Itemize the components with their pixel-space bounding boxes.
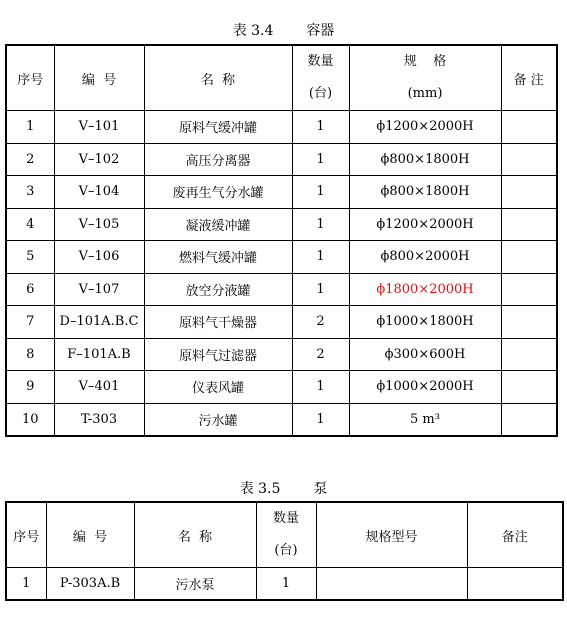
cell-seq: 3 — [6, 176, 54, 209]
table-row — [6, 241, 557, 274]
table-3-4-caption — [0, 20, 567, 40]
cell-seq: 7 — [6, 306, 54, 339]
table-3-5-number: 表 3.5 — [239, 481, 281, 497]
cell-name: 原料气过滤器 — [144, 338, 292, 371]
cell-seq: 1 — [6, 568, 46, 601]
header-name: 名 称 — [134, 502, 256, 568]
cell-note — [501, 306, 557, 339]
cell-spec: ϕ300×600H — [349, 338, 501, 371]
cell-code: V–401 — [54, 371, 144, 404]
cell-code: V–107 — [54, 273, 144, 306]
cell-note — [501, 176, 557, 209]
cell-seq: 10 — [6, 403, 54, 436]
cell-seq: 9 — [6, 371, 54, 404]
header-spec-line1: 规 格 — [403, 54, 447, 69]
table-row — [6, 273, 557, 306]
cell-spec: ϕ800×2000H — [349, 241, 501, 274]
cell-spec-highlighted: ϕ1800×2000H — [349, 273, 501, 306]
header-qty-line2: (台) — [274, 543, 298, 558]
table-3-4-title: 容器 — [306, 23, 335, 39]
cell-name: 污水泵 — [134, 568, 256, 601]
cell-note — [501, 111, 557, 144]
cell-code: V–104 — [54, 176, 144, 209]
cell-name: 高压分离器 — [144, 143, 292, 176]
cell-note — [501, 403, 557, 436]
cell-name: 废再生气分水罐 — [144, 176, 292, 209]
cell-code: T-303 — [54, 403, 144, 436]
cell-spec: ϕ800×1800H — [349, 176, 501, 209]
table-row — [6, 371, 557, 404]
header-qty-line1: 数量 — [272, 511, 299, 526]
cell-spec: ϕ1000×1800H — [349, 306, 501, 339]
header-spec-line2: (mm) — [407, 86, 443, 101]
cell-spec: 5 m³ — [349, 403, 501, 436]
cell-qty: 2 — [292, 306, 349, 339]
header-qty — [292, 45, 349, 111]
cell-seq: 4 — [6, 208, 54, 241]
table-row — [6, 403, 557, 436]
cell-name: 原料气缓冲罐 — [144, 111, 292, 144]
cell-qty: 1 — [292, 403, 349, 436]
cell-name: 原料气干燥器 — [144, 306, 292, 339]
cell-qty: 1 — [292, 208, 349, 241]
cell-spec: ϕ1200×2000H — [349, 111, 501, 144]
cell-seq: 5 — [6, 241, 54, 274]
cell-qty: 1 — [292, 273, 349, 306]
cell-note — [467, 568, 563, 601]
cell-spec: ϕ1000×2000H — [349, 371, 501, 404]
cell-note — [501, 273, 557, 306]
table-row — [6, 208, 557, 241]
cell-qty: 1 — [292, 111, 349, 144]
cell-spec: ϕ800×1800H — [349, 143, 501, 176]
pumps-table-header — [6, 502, 563, 568]
header-note: 备注 — [467, 502, 563, 568]
table-3-4-number: 表 3.4 — [232, 23, 274, 39]
table-row — [6, 338, 557, 371]
cell-qty: 1 — [292, 143, 349, 176]
cell-name: 凝液缓冲罐 — [144, 208, 292, 241]
cell-note — [501, 143, 557, 176]
cell-code: F–101A.B — [54, 338, 144, 371]
cell-qty: 2 — [292, 338, 349, 371]
cell-qty: 1 — [292, 371, 349, 404]
cell-note — [501, 338, 557, 371]
cell-note — [501, 371, 557, 404]
table-row — [6, 306, 557, 339]
table-3-5-caption — [0, 478, 567, 498]
cell-name: 放空分液罐 — [144, 273, 292, 306]
cell-spec — [316, 568, 467, 601]
header-seq: 序号 — [6, 45, 54, 111]
cell-code: V–105 — [54, 208, 144, 241]
cell-note — [501, 241, 557, 274]
header-name: 名 称 — [144, 45, 292, 111]
cell-seq: 6 — [6, 273, 54, 306]
cell-seq: 1 — [6, 111, 54, 144]
cell-qty: 1 — [292, 241, 349, 274]
cell-seq: 2 — [6, 143, 54, 176]
header-code: 编 号 — [46, 502, 134, 568]
header-qty — [256, 502, 316, 568]
cell-qty: 1 — [256, 568, 316, 601]
cell-code: P-303A.B — [46, 568, 134, 601]
header-note: 备 注 — [501, 45, 557, 111]
vessels-table-header — [6, 45, 557, 111]
cell-name: 燃料气缓冲罐 — [144, 241, 292, 274]
cell-name: 仪表风罐 — [144, 371, 292, 404]
cell-qty: 1 — [292, 176, 349, 209]
cell-code: D–101A.B.C — [54, 306, 144, 339]
header-qty-line2: (台) — [308, 86, 333, 101]
header-code: 编 号 — [54, 45, 144, 111]
table-row — [6, 143, 557, 176]
table-row — [6, 176, 557, 209]
cell-code: V–102 — [54, 143, 144, 176]
cell-name: 污水罐 — [144, 403, 292, 436]
header-spec — [349, 45, 501, 111]
table-3-5-title: 泵 — [313, 481, 328, 497]
vessels-table — [5, 44, 558, 437]
cell-spec: ϕ1200×2000H — [349, 208, 501, 241]
table-row — [6, 111, 557, 144]
cell-note — [501, 208, 557, 241]
cell-code: V–106 — [54, 241, 144, 274]
pumps-table — [5, 501, 564, 601]
table-row — [6, 568, 563, 601]
cell-seq: 8 — [6, 338, 54, 371]
header-seq: 序号 — [6, 502, 46, 568]
cell-code: V–101 — [54, 111, 144, 144]
header-qty-line1: 数量 — [307, 54, 334, 69]
header-spec: 规格型号 — [316, 502, 467, 568]
